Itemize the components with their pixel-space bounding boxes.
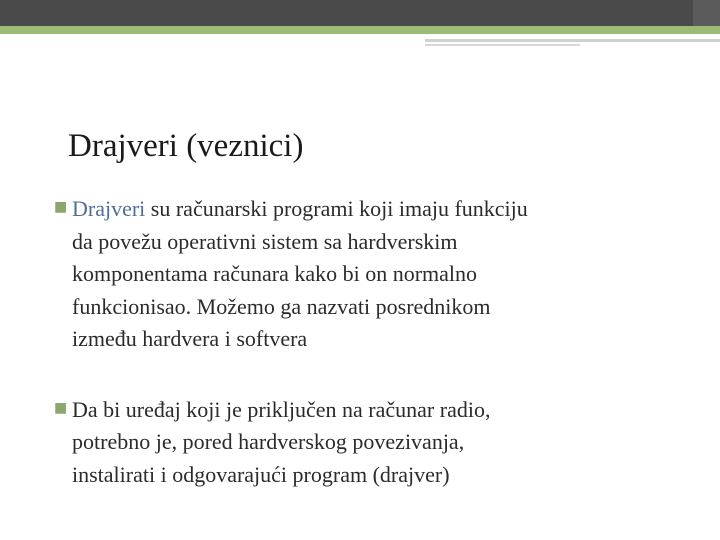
bullet-text bbox=[72, 193, 704, 356]
highlight-term: Drajveri bbox=[72, 196, 146, 221]
bullet-line bbox=[72, 193, 704, 226]
bullet-item bbox=[54, 394, 704, 492]
bullet-line: komponentama računara kako bi on normalno bbox=[72, 261, 478, 286]
header-grey-line-short bbox=[425, 44, 580, 46]
bullet-item bbox=[54, 193, 704, 356]
bullet-line: funkcionisao. Možemo ga nazvati posrednikom bbox=[72, 293, 491, 319]
square-bullet-icon: ■ bbox=[54, 199, 68, 215]
header-dark-band bbox=[0, 0, 720, 26]
header-grey-line bbox=[425, 39, 720, 42]
bullet-list bbox=[54, 193, 704, 529]
bullet-text bbox=[72, 394, 704, 492]
bullet-line-text: su računarski programi koji imaju funkciju bbox=[145, 196, 528, 221]
slide-title: Drajveri (veznici) bbox=[68, 128, 304, 164]
bullet-line: da povežu operativni sistem sa hardverskim bbox=[72, 228, 458, 254]
bullet-line: između hardvera i softvera bbox=[72, 326, 308, 351]
bullet-line: potrebno je, pored hardverskog povezivanja, bbox=[72, 429, 465, 454]
header-green-band bbox=[0, 26, 720, 34]
square-bullet-icon: ■ bbox=[54, 399, 68, 416]
bullet-line: Da bi uređaj koji je priključen na računar radio, bbox=[72, 396, 491, 422]
bullet-line: instalirati i odgovarajući program (drajver) bbox=[72, 461, 450, 487]
